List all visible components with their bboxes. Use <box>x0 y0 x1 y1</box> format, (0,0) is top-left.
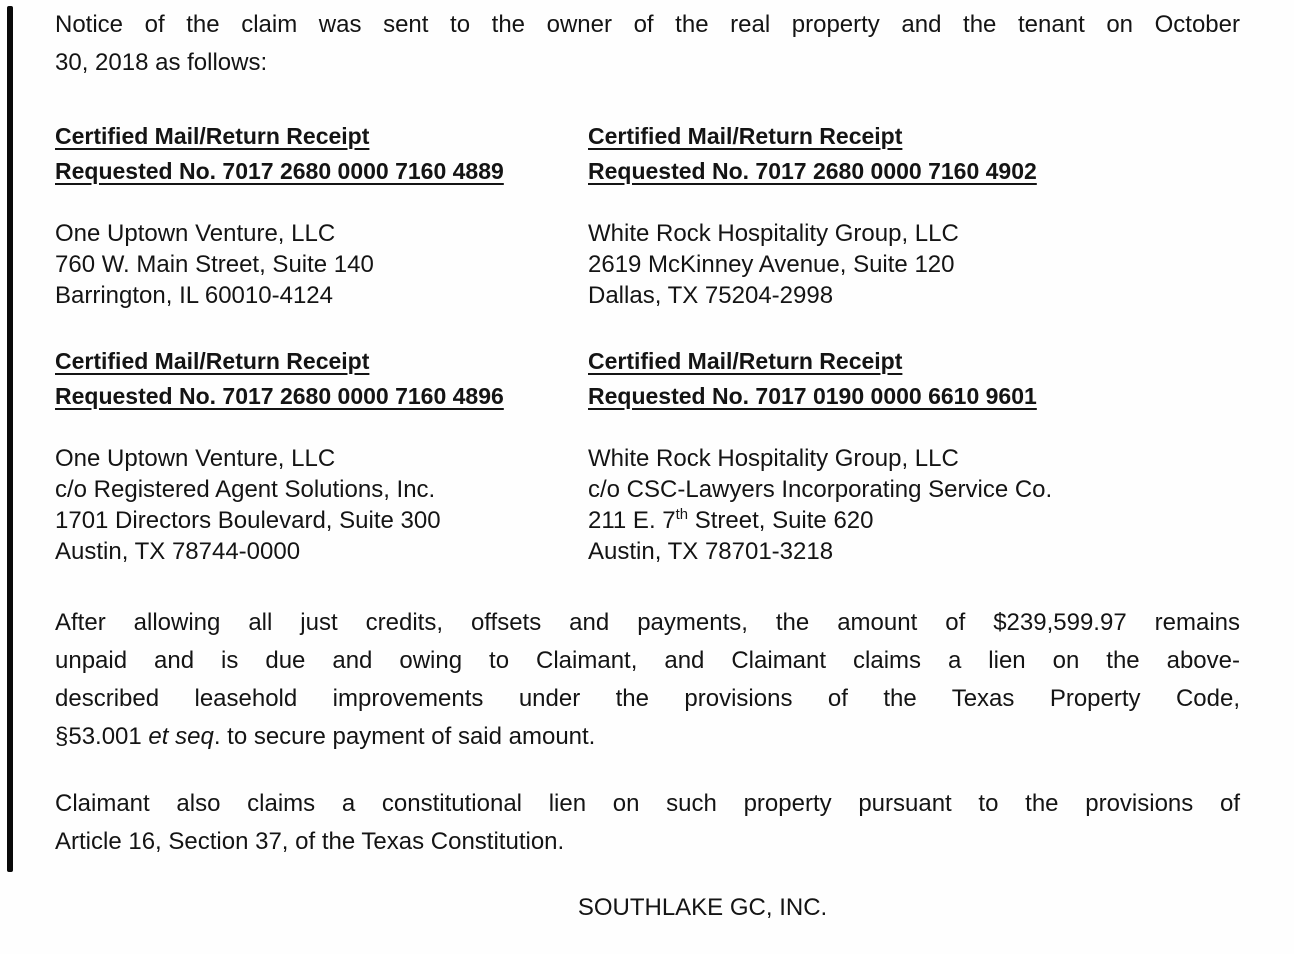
paragraph-line: After allowing all just credits, offsets and payments, the amount of $239,599.97 remains <box>55 609 1240 636</box>
notice-heading-line: Requested No. 7017 0190 0000 6610 9601 <box>588 383 1037 409</box>
address-line: White Rock Hospitality Group, LLC <box>588 220 959 247</box>
address-line: Dallas, TX 75204-2998 <box>588 282 834 309</box>
notice-heading <box>55 119 588 189</box>
paragraph-line: 30, 2018 as follows: <box>55 49 268 76</box>
signature-line: SOUTHLAKE GC, INC. <box>577 894 828 921</box>
address-block <box>55 443 588 567</box>
address-line-text: Street, Suite 620 <box>688 507 874 534</box>
notice-heading-line: Certified Mail/Return Receipt <box>55 123 370 149</box>
paragraph-line: Claimant also claims a constitutional lien on such property pursuant to the provisions of <box>55 790 1240 817</box>
address-line: One Uptown Venture, LLC <box>55 445 336 472</box>
notice-heading-line: Certified Mail/Return Receipt <box>55 348 370 374</box>
address-block <box>55 218 588 311</box>
constitutional-paragraph <box>55 785 1240 861</box>
notice-heading <box>588 119 1240 189</box>
notice-heading-line: Requested No. 7017 2680 0000 7160 4902 <box>588 158 1037 184</box>
notice-heading-row <box>55 344 1240 414</box>
statute-reference: §53.001 <box>55 723 149 750</box>
notice-address-row <box>55 218 1240 311</box>
address-line: One Uptown Venture, LLC <box>55 220 336 247</box>
paragraph-line: unpaid and is due and owing to Claimant, and Claimant claims a lien on the above- <box>55 647 1240 674</box>
intro-paragraph <box>55 6 1240 82</box>
address-line: Austin, TX 78701-3218 <box>588 538 834 565</box>
address-line-text: 211 E. 7 <box>588 507 676 534</box>
paragraph-line: Notice of the claim was sent to the owner of the real property and the tenant on October <box>55 11 1240 38</box>
notice-address-row <box>55 443 1240 567</box>
paragraph-line: Article 16, Section 37, of the Texas Constitution. <box>55 828 565 855</box>
notice-heading-row <box>55 119 1240 189</box>
notice-heading <box>55 344 588 414</box>
paragraph-line-text: . to secure payment of said amount. <box>213 723 596 750</box>
scan-artifact-line <box>7 6 13 872</box>
address-line: 760 W. Main Street, Suite 140 <box>55 251 374 278</box>
address-line: 1701 Directors Boulevard, Suite 300 <box>55 507 441 534</box>
latin-phrase: et seq <box>148 723 214 750</box>
address-line: c/o Registered Agent Solutions, Inc. <box>55 476 436 503</box>
address-line: Barrington, IL 60010-4124 <box>55 282 333 309</box>
paragraph-line: described leasehold improvements under the provisions of the Texas Property Code, <box>55 685 1240 712</box>
address-block <box>588 218 1240 311</box>
notice-heading <box>588 344 1240 414</box>
paragraph-line <box>55 718 1240 756</box>
ordinal-superscript: th <box>675 507 689 523</box>
notice-heading-line: Requested No. 7017 2680 0000 7160 4889 <box>55 158 504 184</box>
address-line: 2619 McKinney Avenue, Suite 120 <box>588 251 955 278</box>
address-line: c/o CSC-Lawyers Incorporating Service Co. <box>588 476 1053 503</box>
address-line: Austin, TX 78744-0000 <box>55 538 301 565</box>
notice-heading-line: Certified Mail/Return Receipt <box>588 348 903 374</box>
amount-paragraph <box>55 604 1240 756</box>
notice-heading-line: Requested No. 7017 2680 0000 7160 4896 <box>55 383 504 409</box>
address-line: White Rock Hospitality Group, LLC <box>588 445 959 472</box>
address-block <box>588 443 1240 567</box>
notice-heading-line: Certified Mail/Return Receipt <box>588 123 903 149</box>
address-line <box>588 505 1240 536</box>
